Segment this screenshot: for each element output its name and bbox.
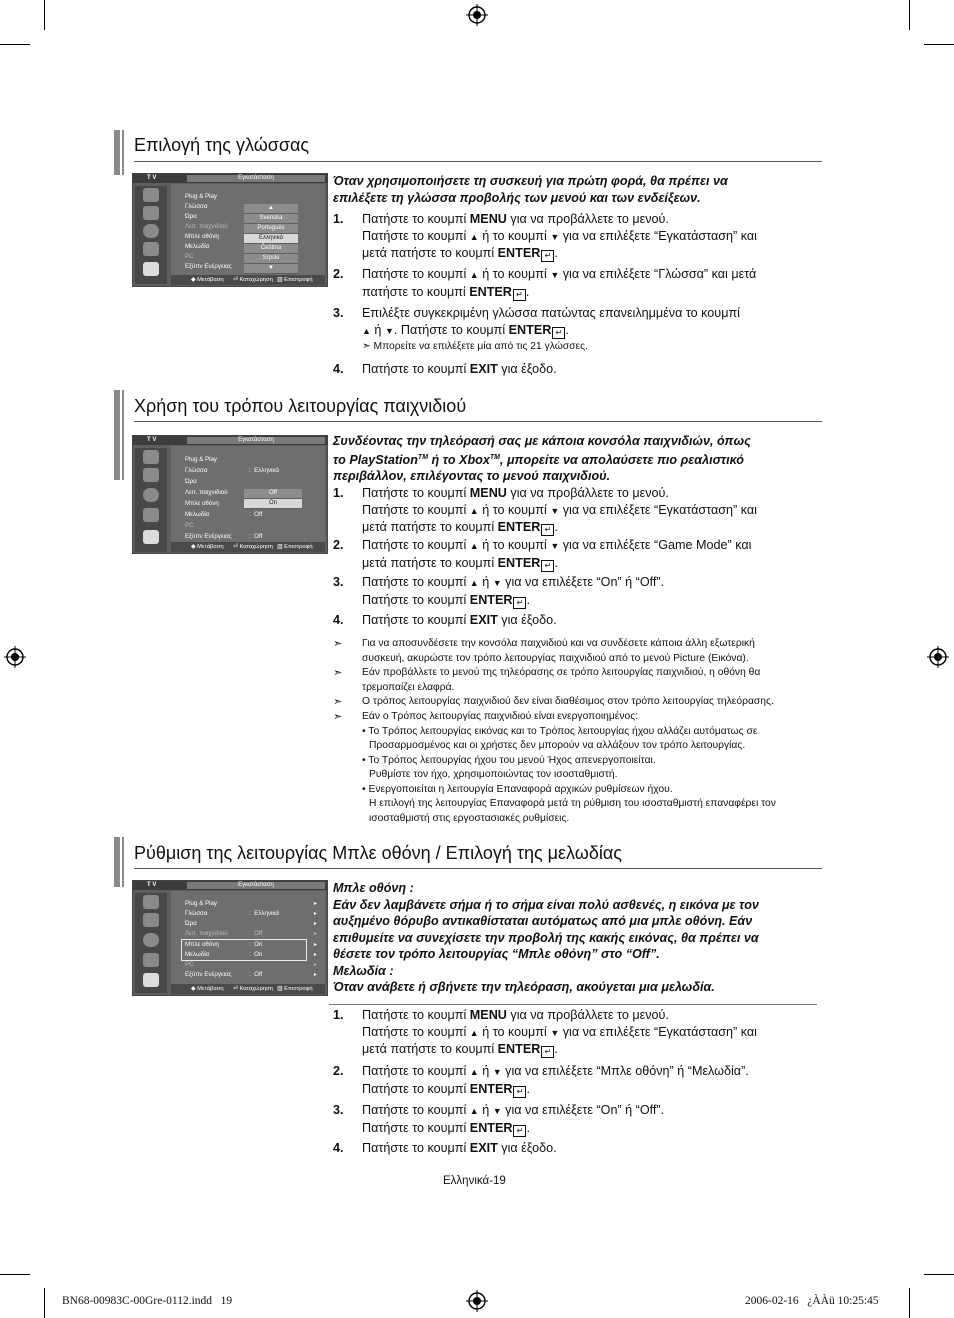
crop-mark — [0, 1274, 30, 1275]
osd-selection-box — [181, 939, 307, 961]
registration-mark-icon — [466, 4, 488, 26]
picture-icon — [143, 895, 159, 909]
osd-footer: ◆ Μετάβαση ⏎ Καταχώρηση ▥ Επιστροφή — [171, 984, 325, 994]
channel-icon — [143, 488, 159, 502]
section-intro: Συνδέοντας την τηλεόρασή σας με κάποια κονσόλα παιχνιδιών, όπως το PlayStation™ ή το Xbox™, μπορείτε να απολαύσετε πιο ρεαλιστικό περιβάλλον, επιλέγοντας το μενού παιχνιδιού. — [333, 434, 751, 484]
up-arrow-icon: ▲ — [469, 270, 479, 280]
down-arrow-icon: ▼ — [492, 578, 502, 588]
osd-sidebar — [135, 448, 167, 552]
sound-icon — [143, 468, 159, 482]
section-rule — [134, 868, 822, 869]
crop-mark — [0, 44, 30, 45]
section-marker — [122, 837, 124, 887]
osd-header: Εγκατάσταση — [187, 882, 325, 889]
section-intro: Μπλε οθόνη : Εάν δεν λαμβάνετε σήμα ή το σήμα είναι πολύ ασθενές, η εικόνα με τον αυξημένο θόρυβο αντικαθίσταται αυτόματως από μια μπλε οθόνη. Εάν επιθυμείτε να συνεχίσετε την προβολή της κακής εικόνας, θα πρέπει να θέσετε τον τρόπο λειτουργίας “Μπλε οθόνη” στο “Off”. Μελωδία : Όταν ανάβετε ή σβήνετε την τηλεόραση, ακούγεται μια μελωδία. — [333, 881, 759, 994]
step-2: 2. Πατήστε το κουμπί ▲ ή το κουμπί ▼ για να επιλέξετε “Γλώσσα” και μετά πατήστε το κουμπί ENTER ↵ . — [333, 267, 757, 299]
note-arrow-icon: ➣ — [333, 667, 343, 679]
section-rule — [134, 421, 822, 422]
channel-icon — [143, 224, 159, 238]
gear-icon — [143, 973, 159, 987]
step-4: 4. Πατήστε το κουμπί EXIT για έξοδο. — [333, 362, 557, 376]
osd-scroll-up-icon: ▲ — [244, 204, 298, 214]
picture-icon — [143, 450, 159, 464]
registration-mark-icon — [927, 646, 949, 668]
note-arrow-icon: ➣ — [333, 696, 343, 708]
enter-icon: ↵ — [513, 597, 526, 609]
step-2: 2. Πατήστε το κουμπί ▲ ή ▼ για να επιλέξετε “Μπλε οθόνη” ή “Μελωδία”. Πατήστε το κουμπί ENTER ↵ . — [333, 1064, 749, 1096]
sound-icon — [143, 913, 159, 927]
section-title: Χρήση του τρόπου λειτουργίας παιχνιδιού — [134, 396, 467, 416]
down-arrow-icon: ▼ — [550, 541, 560, 551]
step-4: 4. Πατήστε το κουμπί EXIT για έξοδο. — [333, 613, 557, 627]
step-1: 1. Πατήστε το κουμπί MENU για να προβάλλετε το μενού. Πατήστε το κουμπί ▲ ή το κουμπί ▼ για να επιλέξετε “Εγκατάσταση” και μετά πατήστε το κουμπί ENTER ↵ . — [333, 212, 757, 260]
enter-icon: ↵ — [552, 327, 565, 339]
setup-icon — [143, 508, 159, 522]
note-arrow-icon: ➣ — [362, 341, 371, 352]
section-marker — [114, 837, 120, 887]
picture-icon — [143, 188, 159, 202]
footer-date: 2006-02-16 ¿ÀÀü 10:25:45 — [745, 1295, 879, 1307]
enter-icon: ↵ — [541, 1046, 554, 1058]
up-arrow-icon: ▲ — [469, 231, 479, 242]
step-2: 2. Πατήστε το κουμπί ▲ ή το κουμπί ▼ για να επιλέξετε “Game Mode” και μετά πατήστε το κουμπί ENTER ↵ . — [333, 538, 752, 570]
up-arrow-icon: ▲ — [362, 325, 371, 336]
up-arrow-icon: ▲ — [469, 541, 479, 551]
down-arrow-icon: ▼ — [550, 1027, 560, 1038]
section-marker — [122, 390, 124, 480]
gear-icon — [143, 530, 159, 544]
tv-osd-language: T V Εγκατάσταση Plug & Play Γλώσσα Ώρα Λειτ. παιχνιδιού Μπλε οθόνη Μελωδία PC Εξύπν Ενέργειας ▲ Svenska Português Ελληνικά Čeština Srpski ▼ ◆ Μετάβαση ⏎ Καταχώρηση ▥ Επιστροφή — [132, 173, 328, 287]
section-marker — [114, 390, 120, 480]
section-title: Ρύθμιση της λειτουργίας Μπλε οθόνη / Επιλογή της μελωδίας — [134, 843, 622, 863]
crop-mark — [924, 1274, 954, 1275]
enter-icon: ↵ — [541, 250, 554, 262]
osd-sidebar — [135, 893, 167, 993]
tv-osd-game-mode: T V Εγκατάσταση Plug & Play Γλώσσα : Ελληνικά Ώρα Λειτ. παιχνιδιού Μπλε οθόνη Μελωδία : Off PC Εξύπν Ενέργειας : Off Off On ◆ Μετάβαση ⏎ Καταχώρηση ▥ Επιστροφή — [132, 435, 328, 554]
footer-file: BN68-00983C-00Gre-0112.indd 19 — [62, 1295, 233, 1307]
crop-mark — [909, 0, 910, 30]
enter-icon: ↵ — [513, 1086, 526, 1098]
enter-icon: ↵ — [513, 289, 526, 301]
tv-osd-blue-screen: T V Εγκατάσταση Plug & Play ▸ Γλώσσα : Ελληνικά ▸ Ώρα ▸ Λειτ. παιχνιδιού : Off ▸ Μπλε οθόνη : On ▸ Μελωδία : On ▸ PC ▸ Εξύπν Ενέργειας : Off ▸ ◆ Μετάβαση ⏎ Καταχώρηση ▥ Επιστροφή — [132, 880, 328, 996]
osd-scroll-down-icon: ▼ — [244, 264, 298, 274]
step-4: 4. Πατήστε το κουμπί EXIT για έξοδο. — [333, 1141, 557, 1155]
down-arrow-icon: ▼ — [550, 505, 560, 516]
section-marker — [114, 130, 120, 175]
registration-mark-icon — [4, 646, 26, 668]
section-rule — [134, 161, 822, 162]
down-arrow-icon: ▼ — [384, 325, 394, 336]
crop-mark — [44, 0, 45, 30]
setup-icon — [143, 953, 159, 967]
note-arrow-icon: ➣ — [333, 711, 343, 723]
section-title: Επιλογή της γλώσσας — [134, 135, 310, 155]
osd-header: Εγκατάσταση — [187, 437, 325, 444]
section-marker — [122, 130, 124, 175]
down-arrow-icon: ▼ — [492, 1067, 502, 1077]
up-arrow-icon: ▲ — [469, 578, 479, 588]
osd-sidebar — [135, 186, 167, 284]
setup-icon — [143, 242, 159, 256]
note-4: ➣ Εάν ο Τρόπος λειτουργίας παιχνιδιού είναι ενεργοποιημένος: • Το Τρόπος λειτουργίας εικόνας και το Τρόπος λειτουργίας ήχου αλλάζει αυτόματως σε Προσαρμοσμένος και οι χρήστες δεν μπορούν να αλλάξουν τον τρόπο λειτουργίας. • Το Τρόπος λειτουργίας ήχου του μενού Ήχος απενεργοποιείται. Ρυθμίστε τον ήχο, χρησιμοποιώντας τον ισοσταθμιστή. • Ενεργοποιείται η λειτουργία Επαναφορά αρχικών ρυθμίσεων ήχου. Η επιλογή της λειτουργίας Επαναφορά μετά τη ρύθμιση του ισοσταθμιστή επαναφέρει τον ισοσταθμιστή στις εργοστασιακές ρυθμίσεις. — [333, 711, 776, 824]
crop-mark — [44, 1288, 45, 1318]
section-intro: Όταν χρησιμοποιήσετε τη συσκευή για πρώτη φορά, θα πρέπει να επιλέξετε τη γλώσσα προβολής των μενού και των ενδείξεων. — [333, 174, 728, 205]
enter-icon: ↵ — [541, 560, 554, 572]
up-arrow-icon: ▲ — [469, 1067, 479, 1077]
note-arrow-icon: ➣ — [333, 638, 343, 650]
gear-icon — [143, 262, 159, 276]
registration-mark-icon — [466, 1290, 488, 1312]
step-1: 1. Πατήστε το κουμπί MENU για να προβάλλετε το μενού. Πατήστε το κουμπί ▲ ή το κουμπί ▼ για να επιλέξετε “Εγκατάσταση” και μετά πατήστε το κουμπί ENTER ↵ . — [333, 486, 757, 534]
down-arrow-icon: ▼ — [550, 231, 560, 242]
enter-icon: ↵ — [513, 1125, 526, 1137]
channel-icon — [143, 933, 159, 947]
osd-header: Εγκατάσταση — [187, 175, 325, 182]
osd-footer: ◆ Μετάβαση ⏎ Καταχώρηση ▥ Επιστροφή — [171, 275, 325, 285]
step-3: 3. Πατήστε το κουμπί ▲ ή ▼ για να επιλέξετε “On” ή “Off”. Πατήστε το κουμπί ENTER ↵ . — [333, 1103, 665, 1135]
enter-icon: ↵ — [541, 524, 554, 536]
intro-rule — [329, 1004, 817, 1005]
step-3: 3. Επιλέξτε συγκεκριμένη γλώσσα πατώντας επανειλημμένα το κουμπί ▲ ή ▼. Πατήστε το κουμπί ENTER ↵ . ➣ Μπορείτε να επιλέξετε μία από τις 21 γλώσσες. — [333, 306, 740, 352]
note-1: ➣ Για να αποσυνδέσετε την κονσόλα παιχνιδιού και να συνδέσετε κάποια άλλη εξωτερική συσκευή, ακυρώστε τον τρόπο λειτουργίας παιχνιδιού από το μενού Picture (Εικόνα). — [333, 638, 755, 664]
note-2: ➣ Εάν προβάλλετε το μενού της τηλεόρασης σε τρόπο λειτουργίας παιχνιδιού, η οθόνη θα τρεμοπαίζει ελαφρά. — [333, 667, 761, 693]
sound-icon — [143, 206, 159, 220]
down-arrow-icon: ▼ — [492, 1106, 502, 1116]
up-arrow-icon: ▲ — [469, 1106, 479, 1116]
crop-mark — [909, 1288, 910, 1318]
crop-mark — [924, 44, 954, 45]
step-3: 3. Πατήστε το κουμπί ▲ ή ▼ για να επιλέξετε “On” ή “Off”. Πατήστε το κουμπί ENTER ↵ . — [333, 575, 665, 607]
step-1: 1. Πατήστε το κουμπί MENU για να προβάλλετε το μενού. Πατήστε το κουμπί ▲ ή το κουμπί ▼ για να επιλέξετε “Εγκατάσταση” και μετά πατήστε το κουμπί ENTER ↵ . — [333, 1008, 757, 1056]
up-arrow-icon: ▲ — [469, 505, 479, 516]
up-arrow-icon: ▲ — [469, 1027, 479, 1038]
note-3: ➣ Ο τρόπος λειτουργίας παιχνιδιού δεν είναι διαθέσιμος στον τρόπο λειτουργίας τηλεόρασης. — [333, 696, 774, 708]
osd-footer: ◆ Μετάβαση ⏎ Καταχώρηση ▥ Επιστροφή — [171, 542, 325, 552]
down-arrow-icon: ▼ — [550, 270, 560, 280]
page-number: Ελληνικά-19 — [443, 1175, 506, 1187]
